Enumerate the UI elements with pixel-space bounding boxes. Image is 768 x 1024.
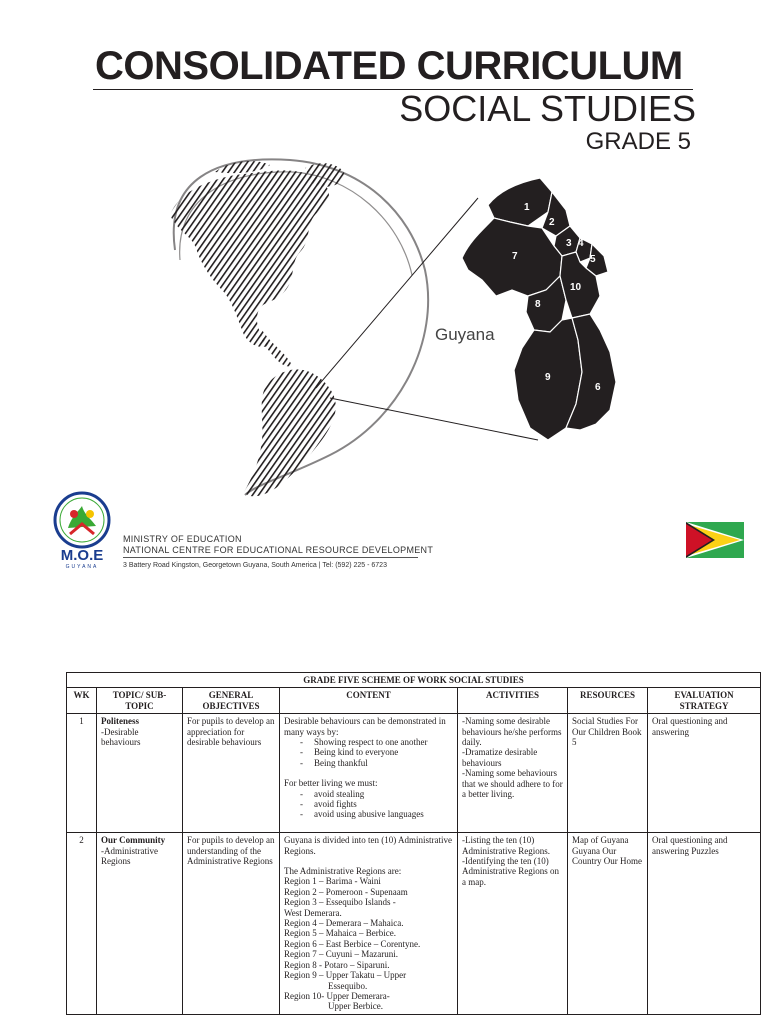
logo-text: M.O.E [60,547,104,564]
scheme-of-work-table [66,672,761,1015]
globe-icon [170,159,428,496]
activity-item: -Identifying the ten (10) Administrative Regions on a map. [462,856,559,887]
header-topic: TOPIC/ SUB-TOPIC [97,688,183,714]
cover-title: CONSOLIDATED CURRICULUM [95,44,683,88]
region-8-label: 8 [535,299,541,310]
centre-name: NATIONAL CENTRE FOR EDUCATIONAL RESOURCE DEVELOPMENT [123,545,434,555]
ministry-name: MINISTRY OF EDUCATION [123,534,242,544]
list-item: Region 3 – Essequibo Islands - [284,897,396,908]
row-topic [97,833,183,1015]
row-content [280,714,458,833]
list-item: Region 6 – East Berbice – Corentyne. [284,938,421,949]
header-content: CONTENT [280,688,458,714]
table-row [67,833,761,1015]
row-topic [97,714,183,833]
row-week: 2 [67,833,97,1015]
table-header-row [67,688,761,714]
row-content [280,833,458,1015]
topic-title: Politeness [101,716,139,727]
content-intro: Desirable behaviours can be demonstrated in many ways by: [284,716,446,737]
region-9-label: 9 [545,372,551,383]
ministry-address: 3 Battery Road Kingston, Georgetown Guyana, South America | Tel: (592) 225 - 6723 [123,562,387,569]
table-caption: GRADE FIVE SCHEME OF WORK SOCIAL STUDIES [67,673,761,688]
list-item: Region 4 – Demerara – Mahaica. [284,918,404,929]
list-item: Region 7 – Cuyuni – Mazaruni. [284,949,398,960]
header-objectives: GENERAL OBJECTIVES [183,688,280,714]
activity-item: -Naming some behaviours that we should adhere to for a better living. [462,768,563,800]
row-week: 1 [67,714,97,833]
content-list-2 [284,789,453,820]
row-activities [458,714,568,833]
topic-title: Our Community [101,835,166,846]
table-caption-row [67,673,761,688]
cover-subject: SOCIAL STUDIES [399,88,696,129]
list-item: - Showing respect to one another [284,737,453,747]
guyana-flag-icon [686,522,744,558]
region-4-label: 4 [578,238,584,249]
row-activities [458,833,568,1015]
region-10-label: 10 [570,282,582,293]
region-6-label: 6 [595,382,601,393]
list-item: Region 8 - Potaro – Siparuni. [284,959,390,970]
cover-grade: GRADE 5 [585,128,691,155]
region-2-label: 2 [549,217,555,228]
ministry-divider [123,557,418,558]
row-objectives: For pupils to develop an understanding of the Administrative Regions [183,833,280,1015]
list-item: Essequibo. [328,980,368,991]
list-item: Region 2 – Pomeroon - Supenaam [284,886,408,897]
region-1-label: 1 [524,202,530,213]
map-label: Guyana [435,325,495,344]
region-5-label: 5 [590,254,596,265]
ministry-block [123,534,433,571]
header-activities: ACTIVITIES [458,688,568,714]
region-7-label: 7 [512,251,518,262]
activity-item: -Dramatize desirable behaviours [462,747,538,768]
row-resources: Map of Guyana Guyana Our Country Our Home [568,833,648,1015]
list-item: - avoid stealing [284,789,453,799]
row-objectives: For pupils to develop an appreciation for desirable behaviours [183,714,280,833]
list-item: Region 9 – Upper Takatu – Upper [284,970,407,981]
header-resources: RESOURCES [568,688,648,714]
list-item: - avoid fights [284,799,453,809]
list-item: - Being kind to everyone [284,747,453,757]
row-resources: Social Studies For Our Children Book 5 [568,714,648,833]
row-evaluation: Oral questioning and answering Puzzles [648,833,761,1015]
content-intro-2: For better living we must: [284,778,378,789]
activity-item: -Naming some desirable behaviours he/she performs daily. [462,716,562,748]
subtopic: -Desirable behaviours [101,726,141,748]
list-item: Region 1 – Barima - Waini [284,876,381,887]
region-3-label: 3 [566,238,572,249]
activity-item: -Listing the ten (10) Administrative Regions. [462,835,550,856]
list-item: Region 10- Upper Demerara- [284,990,390,1001]
header-wk: WK [67,688,97,714]
list-item: - Being thankful [284,758,453,768]
moe-logo-icon [44,486,120,570]
list-item: Region 5 – Mahaica – Berbice. [284,928,396,939]
table-row [67,714,761,833]
content-list [284,737,453,768]
list-item: - avoid using abusive languages [284,809,453,819]
content-intro: Guyana is divided into ten (10) Administrative Regions. [284,835,452,856]
list-item: Upper Berbice. [328,1001,383,1012]
logo-sub: GUYANA [65,564,99,570]
row-evaluation: Oral questioning and answering [648,714,761,833]
list-item: West Demerara. [284,907,342,918]
header-evaluation: EVALUATION STRATEGY [648,688,761,714]
subtopic: -Administrative Regions [101,845,158,867]
content-intro-2: The Administrative Regions are: [284,866,402,877]
